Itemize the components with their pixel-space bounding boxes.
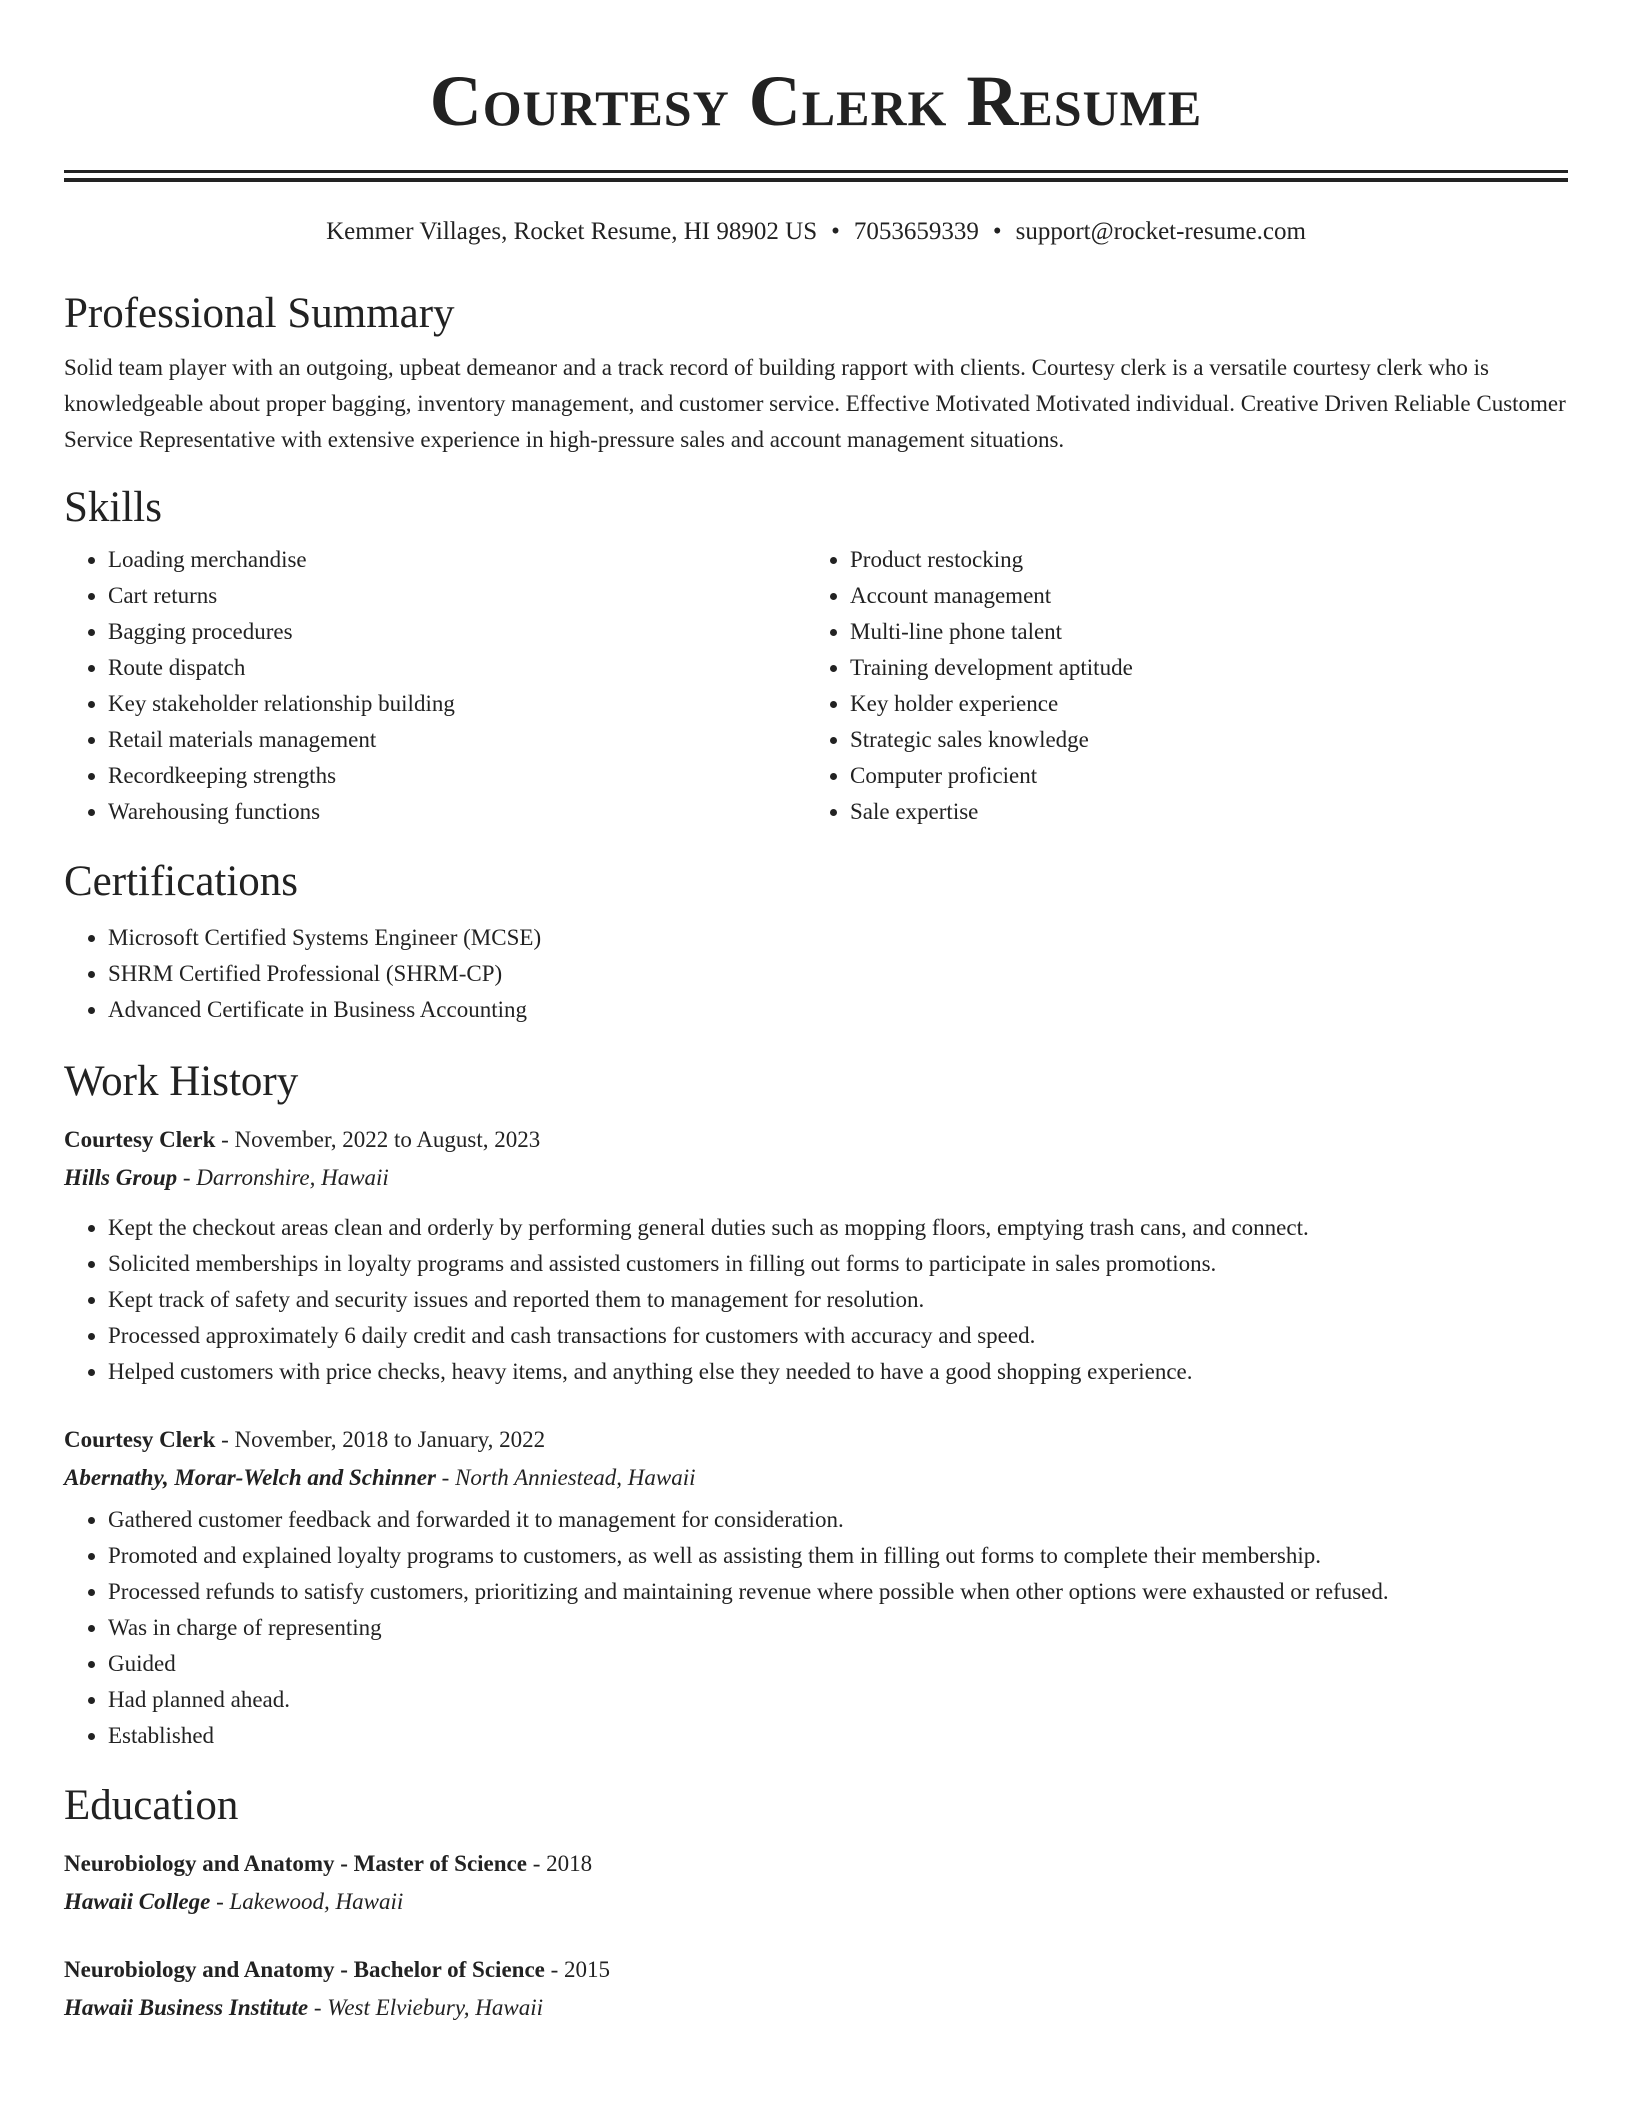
job-bullet: • Processed refunds to satisfy customers, prioritizing and maintaining revenue where possible when other options were exhausted or refused. bbox=[108, 1574, 1568, 1610]
job-entry bbox=[64, 1122, 1568, 1390]
skill-item: • Route dispatch bbox=[108, 650, 806, 686]
resume-page bbox=[64, 0, 1568, 2026]
job-bullet: • Kept track of safety and security issues and reported them to management for resolution. bbox=[108, 1282, 1568, 1318]
education-location: - West Elviebury, Hawaii bbox=[308, 1995, 544, 2020]
certification-item: • Microsoft Certified Systems Engineer (MCSE) bbox=[108, 920, 1568, 956]
job-bullet: • Was in charge of representing bbox=[108, 1610, 1568, 1646]
job-bullets bbox=[64, 1502, 1568, 1754]
education-year: - 2018 bbox=[526, 1851, 593, 1876]
skill-item: • Training development aptitude bbox=[850, 650, 1548, 686]
contact-separator: • bbox=[992, 218, 1002, 245]
job-bullet: • Solicited memberships in loyalty programs and assisted customers in filling out forms to participate in sales promotions. bbox=[108, 1246, 1568, 1282]
education-school-line bbox=[64, 1884, 1568, 1920]
contact-phone: 7053659339 bbox=[853, 218, 979, 245]
education-school: Hawaii Business Institute bbox=[64, 1995, 309, 2020]
skill-item: • Warehousing functions bbox=[108, 794, 806, 830]
education-school: Hawaii College bbox=[64, 1889, 211, 1914]
job-title: Courtesy Clerk bbox=[64, 1427, 216, 1452]
job-bullet: • Processed approximately 6 daily credit and cash transactions for customers with accuracy and speed. bbox=[108, 1318, 1568, 1354]
job-employer bbox=[64, 1460, 1568, 1496]
resume-title: Courtesy Clerk Resume bbox=[429, 61, 1203, 141]
education-year: - 2015 bbox=[544, 1957, 611, 1982]
job-header bbox=[64, 1122, 1568, 1158]
skill-item: • Sale expertise bbox=[850, 794, 1548, 830]
job-location: - Darronshire, Hawaii bbox=[177, 1165, 389, 1190]
job-header bbox=[64, 1422, 1568, 1458]
education-degree: Neurobiology and Anatomy - Master of Science bbox=[64, 1851, 527, 1876]
job-dates: - November, 2022 to August, 2023 bbox=[215, 1127, 541, 1152]
skill-item: • Account management bbox=[850, 578, 1548, 614]
skill-item: • Loading merchandise bbox=[108, 542, 806, 578]
education-heading: Education bbox=[64, 1782, 239, 1829]
skills-heading: Skills bbox=[64, 484, 162, 531]
skill-item: • Key holder experience bbox=[850, 686, 1548, 722]
skills-column-left bbox=[64, 542, 806, 830]
job-company: Hills Group bbox=[64, 1165, 178, 1190]
title-rule-bottom bbox=[64, 178, 1568, 182]
job-bullet: • Guided bbox=[108, 1646, 1568, 1682]
certification-item: • Advanced Certificate in Business Accounting bbox=[108, 992, 1568, 1028]
skill-item: • Retail materials management bbox=[108, 722, 806, 758]
contact-line bbox=[64, 214, 1568, 250]
contact-separator: • bbox=[831, 218, 840, 245]
skills-column-right bbox=[806, 542, 1548, 830]
job-dates: - November, 2018 to January, 2022 bbox=[215, 1427, 546, 1452]
job-employer bbox=[64, 1160, 1568, 1196]
certifications-heading: Certifications bbox=[64, 858, 299, 905]
skill-item: • Multi-line phone talent bbox=[850, 614, 1548, 650]
job-bullet: • Established bbox=[108, 1718, 1568, 1754]
skill-item: • Key stakeholder relationship building bbox=[108, 686, 806, 722]
job-bullet: • Kept the checkout areas clean and orderly by performing general duties such as mopping floors, emptying trash cans, and connect. bbox=[108, 1210, 1568, 1246]
skill-item: • Cart returns bbox=[108, 578, 806, 614]
skill-item: • Bagging procedures bbox=[108, 614, 806, 650]
contact-address: Kemmer Villages, Rocket Resume, HI 98902 US bbox=[326, 218, 818, 245]
certifications-list bbox=[64, 920, 1568, 1028]
job-location: - North Anniestead, Hawaii bbox=[435, 1465, 696, 1490]
work-history-heading: Work History bbox=[64, 1058, 299, 1105]
education-degree: Neurobiology and Anatomy - Bachelor of Science bbox=[64, 1957, 545, 1982]
job-bullets bbox=[64, 1210, 1568, 1390]
education-location: - Lakewood, Hawaii bbox=[210, 1889, 404, 1914]
job-company: Abernathy, Morar-Welch and Schinner bbox=[64, 1465, 436, 1490]
job-bullet: • Gathered customer feedback and forwarded it to management for consideration. bbox=[108, 1502, 1568, 1538]
job-title: Courtesy Clerk bbox=[64, 1127, 216, 1152]
education-entry bbox=[64, 1846, 1568, 1920]
education-entry bbox=[64, 1952, 1568, 2026]
summary-heading: Professional Summary bbox=[64, 290, 455, 337]
job-bullet: • Helped customers with price checks, heavy items, and anything else they needed to have a good shopping experience. bbox=[108, 1354, 1568, 1390]
education-degree-line bbox=[64, 1846, 1568, 1882]
job-bullet: • Had planned ahead. bbox=[108, 1682, 1568, 1718]
summary-text: Solid team player with an outgoing, upbeat demeanor and a track record of building rapport with clients. Courtesy clerk is a versatile courtesy clerk who is knowledgeable about proper bagging, inventory management, and customer service. Effective Motivated Motivated individual. Creative Driven Reliable Customer Service Representative with extensive experience in high-pressure sales and account management situations. bbox=[64, 355, 1566, 452]
contact-email: support@rocket-resume.com bbox=[1015, 218, 1306, 245]
job-bullet: • Promoted and explained loyalty programs to customers, as well as assisting them in filling out forms to complete their membership. bbox=[108, 1538, 1568, 1574]
title-rule-top bbox=[64, 170, 1568, 173]
skills-list bbox=[64, 542, 1568, 830]
skill-item: • Computer proficient bbox=[850, 758, 1548, 794]
skill-item: • Product restocking bbox=[850, 542, 1548, 578]
skill-item: • Recordkeeping strengths bbox=[108, 758, 806, 794]
education-degree-line bbox=[64, 1952, 1568, 1988]
certification-item: • SHRM Certified Professional (SHRM-CP) bbox=[108, 956, 1568, 992]
skill-item: • Strategic sales knowledge bbox=[850, 722, 1548, 758]
job-entry bbox=[64, 1422, 1568, 1754]
education-school-line bbox=[64, 1990, 1568, 2026]
